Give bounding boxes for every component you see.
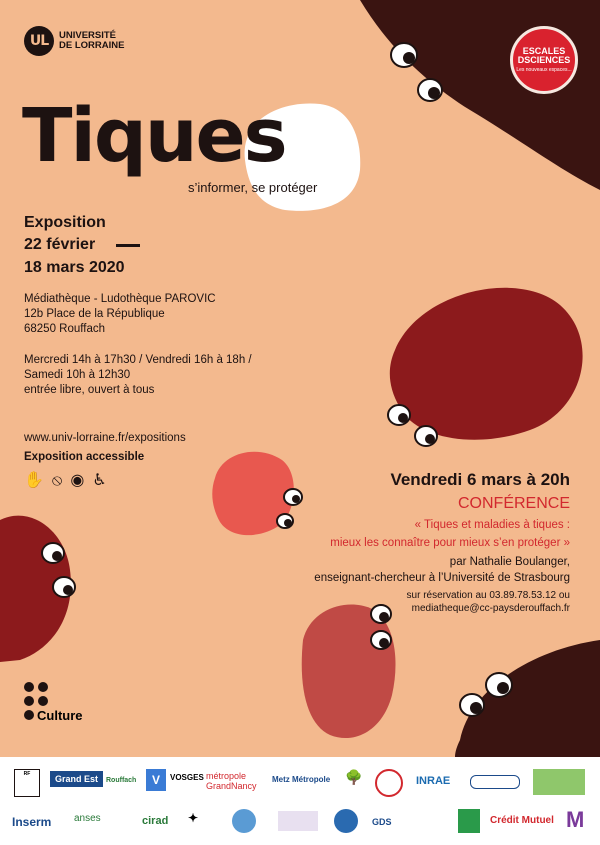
partners-logo-bar (0, 757, 600, 845)
republique-francaise-logo: RF (14, 769, 40, 797)
partner-logo-m: M (566, 807, 585, 832)
tree-icon: 🌳 (345, 769, 363, 785)
ul-logo-line2: DE LORRAINE (59, 40, 125, 51)
partner-logo-credit-mutuel: Crédit Mutuel (490, 815, 554, 826)
conference-label: CONFÉRENCE (457, 495, 570, 512)
hours-line2: Samedi 10h à 12h30 (24, 369, 131, 381)
hearing-impaired-icon: ⦸ (51, 470, 63, 489)
culture-logo (24, 682, 83, 723)
stamp-tagline: Les nouveaux espaces... (516, 67, 572, 73)
accessibility-label: Exposition accessible (24, 451, 145, 463)
partner-logo-blue (334, 809, 358, 833)
hours-line3: entrée libre, ouvert à tous (24, 384, 155, 396)
subtitle: s’informer, se protéger (188, 180, 318, 195)
partner-logo-grandnancy: métropole GrandNancy (206, 771, 257, 791)
stamp-line1: ESCALES (522, 46, 566, 56)
partner-logo-grandest: Grand Est (50, 771, 103, 787)
partner-logo-vosges: VOSGES (170, 773, 204, 782)
ul-mark-icon: UL (24, 26, 54, 56)
sign-language-icon: ✋ (24, 470, 44, 489)
exposition-label: Exposition (24, 214, 106, 231)
date-dash (116, 244, 140, 247)
rose-blob (302, 605, 396, 738)
conference-speaker-role: enseignant-chercheur à l’Université de Strasbourg (314, 572, 570, 584)
partner-logo-gds: GDS (372, 817, 392, 827)
partner-logo-science (278, 811, 318, 831)
ul-logo-line1: UNIVERSITÉ (59, 30, 117, 41)
website-link[interactable]: www.univ-lorraine.fr/expositions (24, 432, 186, 444)
booking-line2[interactable]: mediatheque@cc-paysderouffach.fr (411, 603, 570, 614)
partner-logo-inserm: Inserm (12, 815, 52, 829)
partner-logo-emblem: ✦ (188, 811, 199, 825)
exposition-date-start: 22 février (24, 236, 96, 253)
hours-line1: Mercredi 14h à 17h30 / Vendredi 16h à 18h / (24, 354, 252, 366)
universite-de-lorraine-logo (24, 26, 124, 56)
booking-line1: sur réservation au 03.89.78.53.12 ou (406, 590, 570, 601)
partner-round-logo (375, 769, 403, 797)
venue-name: Médiathèque - Ludothèque PAROVIC (24, 293, 216, 305)
visual-impaired-icon: ◉ (70, 470, 85, 489)
culture-logo-text: Culture (37, 708, 83, 723)
venue-street: 12b Place de la République (24, 308, 165, 320)
partner-logo-cirad: cirad (142, 815, 169, 827)
partner-logo-metz: Metz Métropole (272, 775, 331, 784)
partner-logo-v: V (146, 769, 166, 791)
conference-speaker: par Nathalie Boulanger, (449, 556, 570, 568)
partner-logo-green (458, 809, 480, 833)
escales-des-sciences-stamp (510, 26, 578, 94)
partner-logo-inrae: INRAE (416, 775, 451, 787)
dark-blob-top (360, 0, 600, 190)
partner-logo-globe (232, 809, 256, 833)
exposition-date-end: 18 mars 2020 (24, 259, 125, 276)
partner-logo-chain (470, 775, 520, 789)
conference-quote-line2: mieux les connaître pour mieux s’en protéger » (330, 537, 570, 549)
partner-logo-anses: anses (74, 813, 101, 824)
stamp-line2: DSCIENCES (517, 55, 571, 65)
partner-logo-landscape (533, 769, 585, 795)
wheelchair-icon: ♿ (92, 470, 107, 489)
conference-date: Vendredi 6 mars à 20h (390, 470, 570, 489)
venue-city: 68250 Rouffach (24, 323, 105, 335)
conference-quote-line1: « Tiques et maladies à tiques : (414, 519, 570, 531)
page-title: Tiques (22, 93, 286, 179)
dark-red-blob (390, 288, 583, 440)
accessibility-icons (24, 470, 107, 490)
partner-logo-rouffach: Rouffach (106, 777, 137, 784)
